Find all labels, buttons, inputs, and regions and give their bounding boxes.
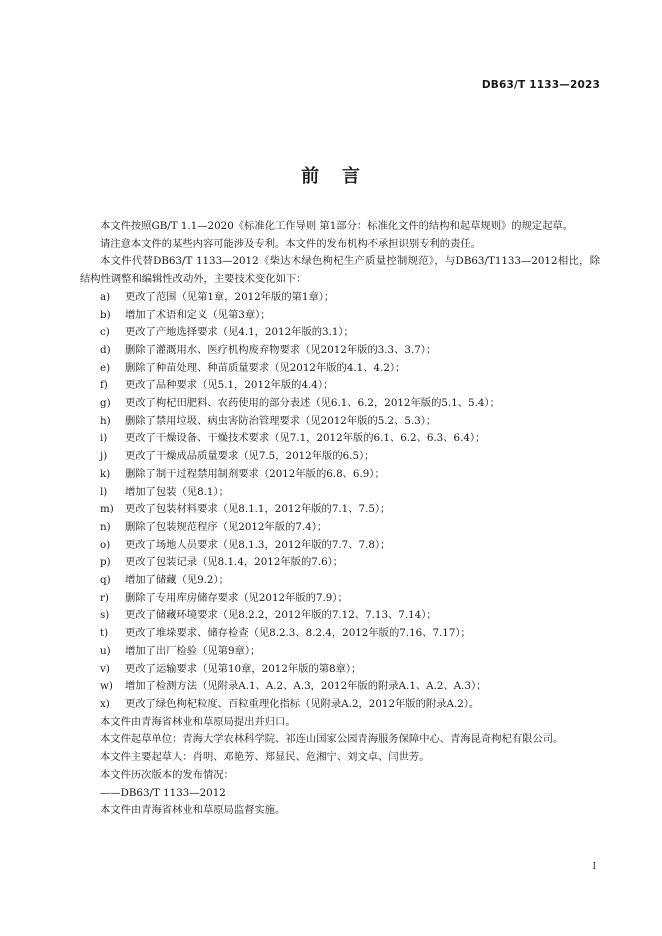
list-item-label: l)	[100, 485, 108, 498]
list-item	[80, 413, 600, 431]
list-item-label: n)	[100, 520, 111, 533]
paragraph-drafting-units: 本文件起草单位：青海大学农林科学院、祁连山国家公园青海服务保障中心、青海昆奇枸杞有限公司。	[100, 733, 564, 746]
list-item	[80, 484, 600, 502]
list-item-label: p)	[100, 556, 111, 569]
list-item-text: 更改了储藏环境要求（见8.2.2，2012年版的7.12、7.13、7.14）；	[125, 609, 437, 622]
paragraph-history: 本文件历次版本的发布情况：	[100, 768, 234, 781]
list-item-text: 增加了术语和定义（见第3章）；	[125, 308, 271, 321]
list-item-label: s)	[100, 609, 110, 622]
list-item-label: k)	[100, 467, 111, 480]
paragraph-drafters: 本文件主要起草人：肖明、邓艳芳、郑显民、危湘宁、刘文卓、闫世芳。	[100, 751, 430, 764]
list-item-text: 删除了种苗处理、种苗质量要求（见2012年版的4.1、4.2）；	[125, 361, 406, 374]
list-item-label: i)	[100, 432, 108, 445]
list-item-label: f)	[100, 379, 108, 392]
list-item	[80, 661, 600, 679]
list-item	[80, 307, 600, 325]
list-item-label: t)	[100, 627, 109, 640]
list-item	[80, 342, 600, 360]
list-item-text: 更改了品种要求（见5.1，2012年版的4.4）；	[125, 379, 334, 392]
list-item-text: 更改了运输要求（见第10章，2012年版的第8章）；	[125, 662, 362, 675]
paragraph-previous-version: ——DB63/T 1133—2012	[100, 786, 226, 799]
list-item-label: d)	[100, 343, 111, 356]
paragraph-proposer: 本文件由青海省林业和草原局提出并归口。	[100, 715, 296, 728]
list-item-text: 删除了包装规范程序（见2012年版的7.4）；	[125, 520, 328, 533]
list-item-text: 更改了堆垛要求、储存检查（见8.2.3、8.2.4，2012年版的7.16、7.17）；	[125, 627, 471, 640]
list-item	[80, 377, 600, 395]
list-item-text: 更改了包装记录（见8.1.4，2012年版的7.6）；	[125, 556, 344, 569]
foreword-body	[80, 218, 600, 820]
list-item-label: m)	[100, 503, 114, 516]
list-item	[80, 324, 600, 342]
list-item	[80, 607, 600, 625]
list-item	[80, 289, 600, 307]
list-item-label: w)	[100, 680, 113, 693]
list-item-text: 删除了禁用垃圾、病虫害防治管理要求（见2012年版的5.2、5.3）；	[125, 414, 437, 427]
list-item	[80, 678, 600, 696]
list-item-label: o)	[100, 538, 111, 551]
list-item-label: a)	[100, 290, 111, 303]
list-item-label: e)	[100, 361, 111, 374]
list-item	[80, 466, 600, 484]
list-item-label: j)	[100, 450, 108, 463]
list-item-text: 更改了产地选择要求（见4.1，2012年版的3.1）；	[125, 326, 354, 339]
list-item	[80, 625, 600, 643]
list-item	[80, 430, 600, 448]
list-item-label: r)	[100, 591, 109, 604]
document-code: DB63/T 1133—2023	[481, 79, 600, 91]
list-item-text: 更改了包装材料要求（见8.1.1，2012年版的7.1、7.5）；	[125, 503, 391, 516]
list-item	[80, 590, 600, 608]
list-item-text: 删除了专用库房储存要求（见2012年版的7.9）；	[125, 591, 348, 604]
list-item-text: 更改了场地人员要求（见8.1.3，2012年版的7.7、7.8）；	[125, 538, 391, 551]
list-item	[80, 448, 600, 466]
list-item-text: 增加了包装（见8.1）；	[125, 485, 229, 498]
list-item	[80, 643, 600, 661]
paragraph-patent-notice: 请注意本文件的某些内容可能涉及专利。本文件的发布机构不承担识别专利的责任。	[100, 237, 481, 250]
list-item	[80, 395, 600, 413]
list-item	[80, 519, 600, 537]
paragraph-replacement: 本文件代替DB63/T 1133—2012《柴达木绿色枸杞生产质量控制规范》，与DB63/T1133—2012相比，除结构性调整和编辑性改动外，主要技术变化如下：	[80, 255, 600, 286]
list-item-text: 删除了灌溉用水、医疗机构废弃物要求（见2012年版的3.3、3.7）；	[125, 343, 437, 356]
list-item-label: g)	[100, 397, 111, 410]
list-item-label: q)	[100, 574, 111, 587]
list-item-label: c)	[100, 326, 110, 339]
paragraph-drafting-rules: 本文件按照GB/T 1.1—2020《标准化工作导则 第1部分：标准化文件的结构和起草规则》的规定起草。	[100, 220, 574, 232]
list-item-text: 更改了范围（见第1章，2012年版的第1章）；	[125, 290, 335, 303]
paragraph-supervision: 本文件由青海省林业和草原局监督实施。	[100, 804, 286, 817]
list-item-label: v)	[100, 662, 110, 675]
list-item-label: u)	[100, 644, 111, 657]
list-item-text: 更改了干燥设备、干燥技术要求（见7.1，2012年版的6.1、6.2、6.3、6.4）；	[125, 432, 486, 445]
list-item	[80, 696, 600, 714]
list-item-label: x)	[100, 697, 110, 710]
list-item-text: 更改了干燥成品质量要求（见7.5，2012年版的6.5）；	[125, 450, 375, 463]
list-item-label: b)	[100, 308, 111, 321]
page-title: 前 言	[301, 166, 361, 187]
list-item-label: h)	[100, 414, 111, 427]
list-item	[80, 360, 600, 378]
list-item-text: 更改了绿色枸杞粒度、百粒重理化指标（见附录A.2，2012年版的附录A.2）。	[125, 697, 480, 710]
change-list	[80, 289, 600, 714]
list-item	[80, 537, 600, 555]
list-item	[80, 554, 600, 572]
list-item-text: 删除了制干过程禁用制剂要求（2012年版的6.8、6.9）；	[125, 467, 385, 480]
list-item	[80, 501, 600, 519]
page-number: I	[592, 862, 596, 872]
list-item-text: 增加了检测方法（见附录A.1、A.2、A.3，2012年版的附录A.1、A.2、A.3）；	[125, 680, 487, 693]
list-item-text: 增加了储藏（见9.2）；	[125, 574, 229, 587]
list-item-text: 更改了枸杞田肥料、农药使用的部分表述（见6.1、6.2，2012年版的5.1、5.4）；	[125, 397, 500, 410]
list-item-text: 增加了出厂检验（见第9章）；	[125, 644, 261, 657]
list-item	[80, 572, 600, 590]
